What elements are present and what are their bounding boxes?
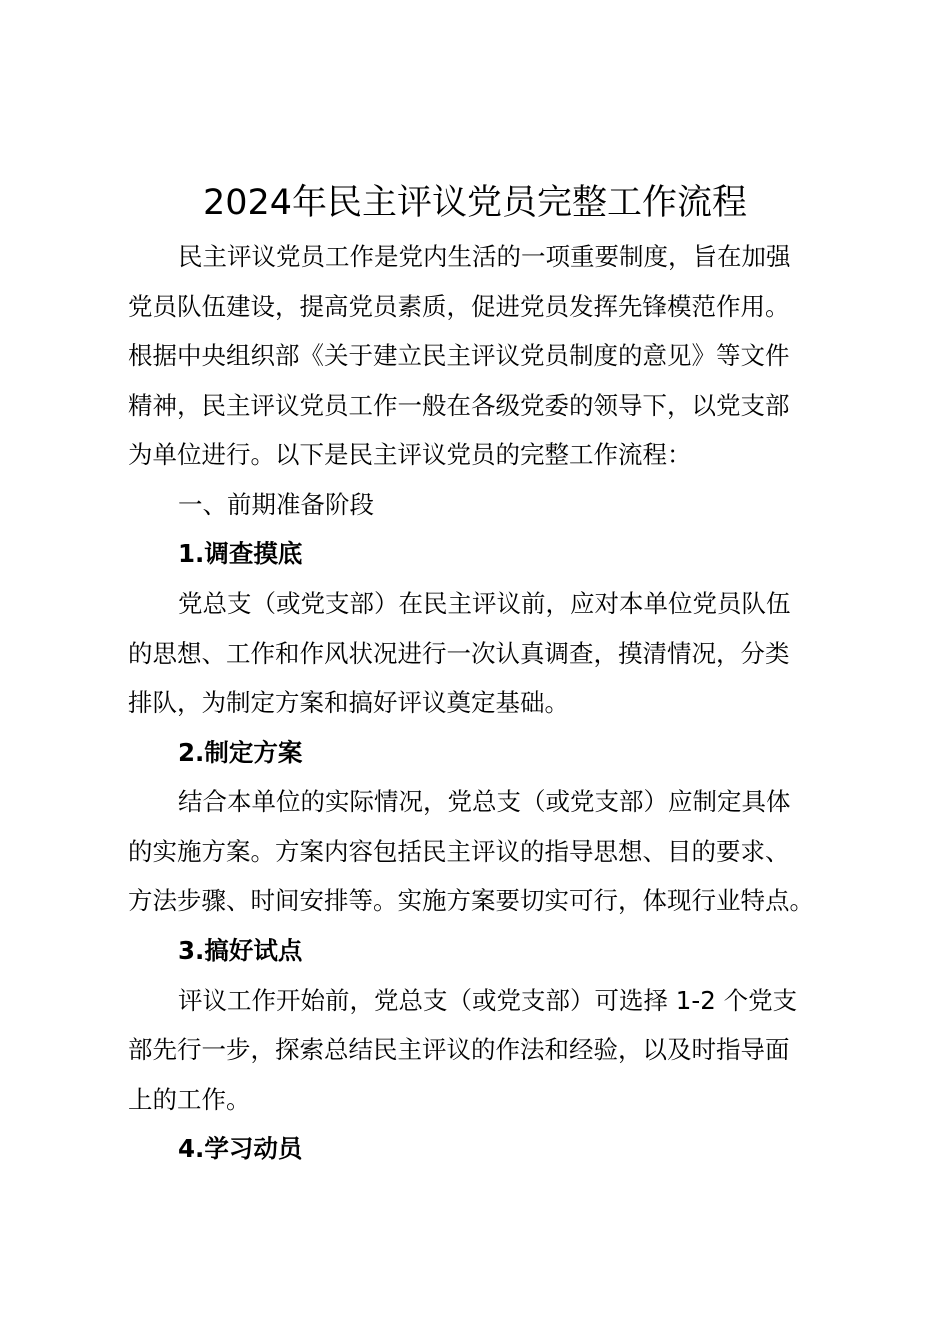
paragraph-line: 部先行一步，探索总结民主评议的作法和经验，以及时指导面	[128, 1035, 790, 1064]
paragraph-line: 的思想、工作和作风状况进行一次认真调查，摸清情况，分类	[128, 639, 790, 668]
document-title: 2024年民主评议党员完整工作流程	[202, 183, 748, 223]
paragraph-line: 根据中央组织部《关于建立民主评议党员制度的意见》等文件	[128, 341, 790, 370]
paragraph-line: 党员队伍建设，提高党员素质，促进党员发挥先锋模范作用。	[128, 292, 790, 321]
subsection-heading: 1.调查摸底	[178, 539, 303, 568]
subsection-heading: 4.学习动员	[178, 1134, 303, 1163]
paragraph-line: 方法步骤、时间安排等。实施方案要切实可行，体现行业特点。	[128, 886, 814, 915]
paragraph-line: 结合本单位的实际情况，党总支（或党支部）应制定具体	[178, 787, 791, 816]
paragraph-line: 精神，民主评议党员工作一般在各级党委的领导下，以党支部	[128, 391, 790, 420]
paragraph-line: 为单位进行。以下是民主评议党员的完整工作流程：	[128, 440, 692, 469]
subsection-heading: 3.搞好试点	[178, 936, 303, 965]
paragraph-line: 排队，为制定方案和搞好评议奠定基础。	[128, 688, 569, 717]
section-heading: 一、前期准备阶段	[178, 490, 374, 519]
subsection-heading: 2.制定方案	[178, 738, 303, 767]
paragraph-line: 的实施方案。方案内容包括民主评议的指导思想、目的要求、	[128, 837, 790, 866]
paragraph-line: 评议工作开始前，党总支（或党支部）可选择 1-2 个党支	[178, 986, 798, 1015]
paragraph-line: 上的工作。	[128, 1085, 251, 1114]
paragraph-line: 民主评议党员工作是党内生活的一项重要制度，旨在加强	[178, 242, 791, 271]
paragraph-line: 党总支（或党支部）在民主评议前，应对本单位党员队伍	[178, 589, 791, 618]
